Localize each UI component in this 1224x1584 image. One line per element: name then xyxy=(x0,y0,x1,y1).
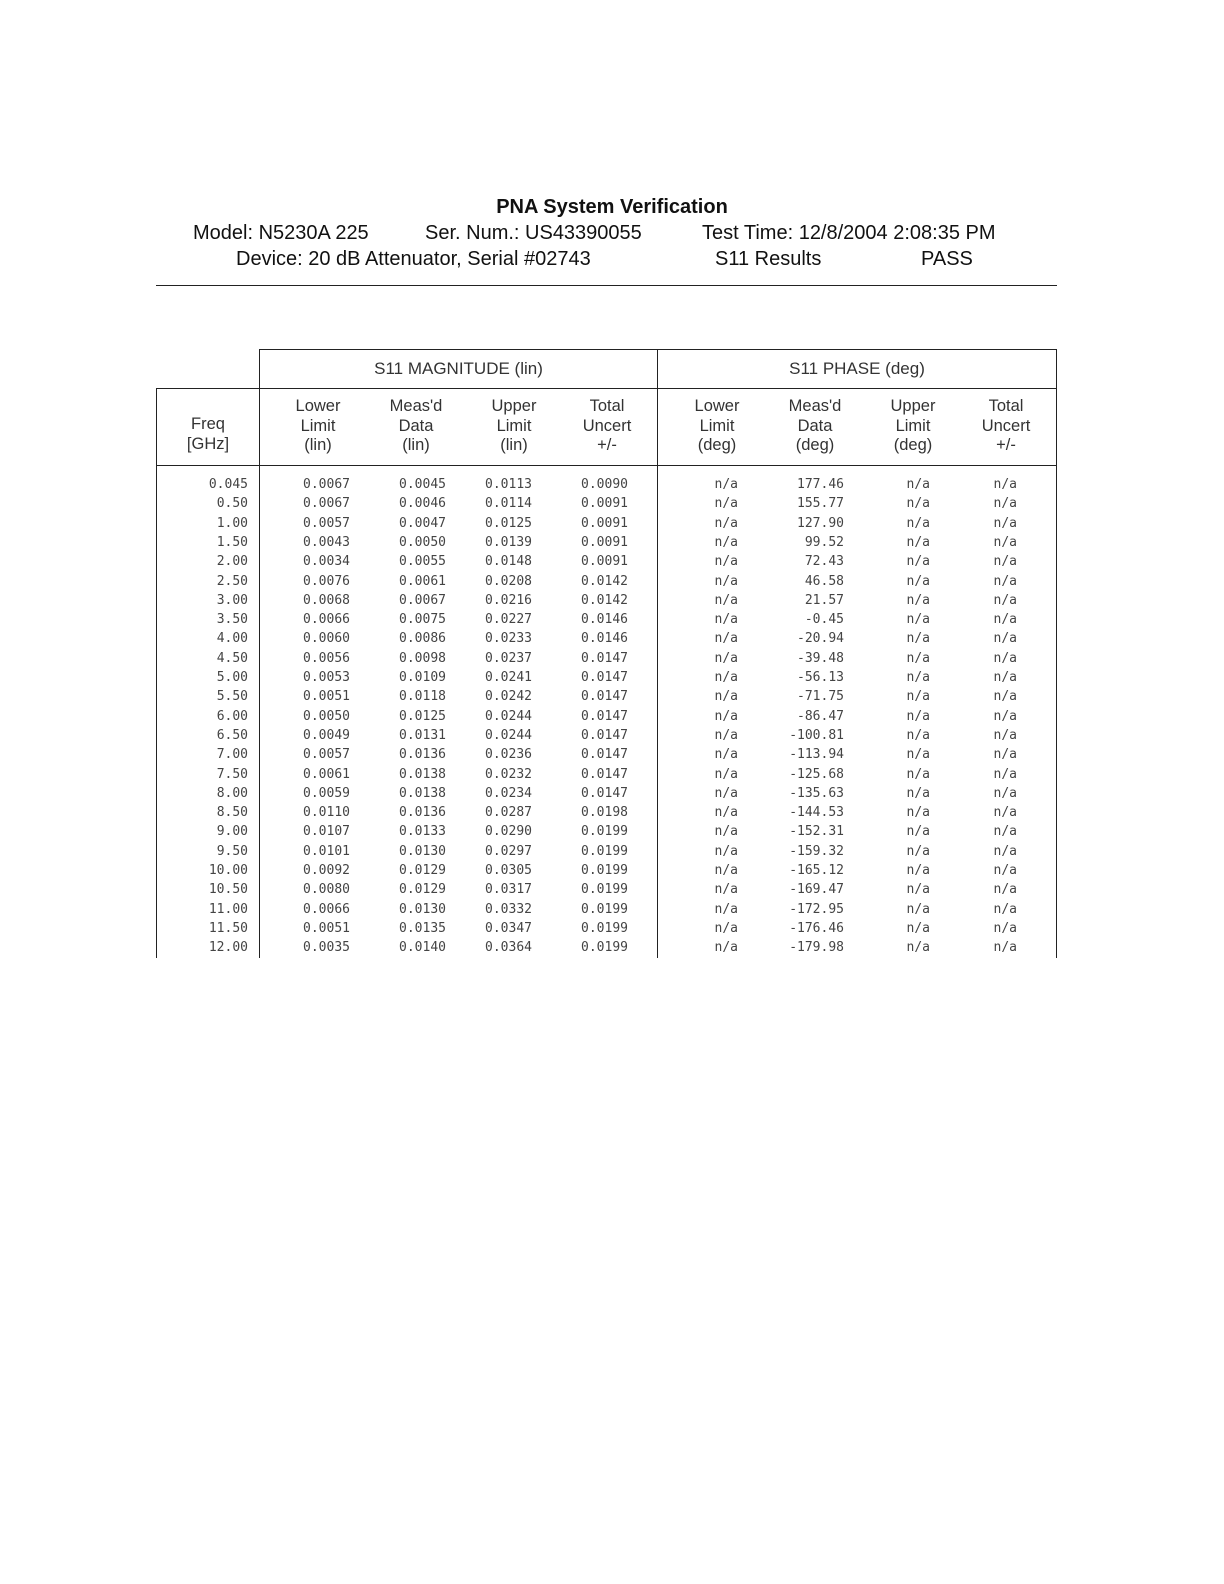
column-header-mag-uncert xyxy=(562,397,652,456)
column-header-line: Data xyxy=(398,416,434,435)
column-header-line: Total xyxy=(988,397,1024,415)
cell-mag-measured: 0.0131 xyxy=(399,727,446,743)
cell-phase-upper-limit: n/a xyxy=(906,920,930,936)
cell-mag-measured: 0.0055 xyxy=(399,554,446,570)
cell-mag-lower-limit: 0.0076 xyxy=(303,573,350,589)
cell-mag-lower-limit: 0.0068 xyxy=(303,592,350,608)
cell-phase-measured: -100.81 xyxy=(789,727,844,743)
cell-freq: 9.50 xyxy=(216,843,248,859)
column-header-mag-upper-limit xyxy=(469,397,559,456)
column-header-line: Upper xyxy=(491,397,537,415)
cell-freq: 9.00 xyxy=(216,824,248,840)
cell-mag-upper-limit: 0.0216 xyxy=(485,592,532,608)
table-row xyxy=(156,786,1057,805)
cell-phase-lower-limit: n/a xyxy=(714,554,738,570)
cell-phase-lower-limit: n/a xyxy=(714,477,738,492)
cell-mag-lower-limit: 0.0110 xyxy=(303,805,350,821)
cell-mag-upper-limit: 0.0332 xyxy=(485,901,532,917)
column-header-line: Meas'd xyxy=(389,397,443,415)
cell-phase-measured: -176.46 xyxy=(789,920,844,936)
cell-phase-measured: -144.53 xyxy=(789,805,844,821)
cell-mag-upper-limit: 0.0125 xyxy=(485,515,532,531)
table-row xyxy=(156,535,1057,554)
cell-phase-upper-limit: n/a xyxy=(906,689,930,705)
table-row xyxy=(156,670,1057,689)
cell-mag-lower-limit: 0.0059 xyxy=(303,785,350,801)
cell-mag-measured: 0.0125 xyxy=(399,708,446,724)
column-header-line: Limit xyxy=(300,416,336,435)
cell-phase-upper-limit: n/a xyxy=(906,515,930,531)
cell-phase-measured: -172.95 xyxy=(789,901,844,917)
cell-freq: 6.00 xyxy=(216,708,248,724)
report-title: PNA System Verification xyxy=(496,196,728,218)
cell-freq: 6.50 xyxy=(216,727,248,743)
cell-phase-lower-limit: n/a xyxy=(714,573,738,589)
cell-freq: 2.00 xyxy=(216,554,248,570)
cell-phase-measured: -71.75 xyxy=(797,689,844,705)
cell-mag-upper-limit: 0.0232 xyxy=(485,766,532,782)
cell-phase-upper-limit: n/a xyxy=(906,727,930,743)
table-row xyxy=(156,516,1057,535)
cell-mag-lower-limit: 0.0107 xyxy=(303,824,350,840)
cell-mag-measured: 0.0118 xyxy=(399,689,446,705)
table-row xyxy=(156,554,1057,573)
table-row xyxy=(156,477,1057,496)
table-row xyxy=(156,496,1057,515)
cell-mag-upper-limit: 0.0113 xyxy=(485,477,532,492)
table-row xyxy=(156,593,1057,612)
cell-mag-measured: 0.0050 xyxy=(399,534,446,550)
cell-phase-lower-limit: n/a xyxy=(714,708,738,724)
cell-mag-upper-limit: 0.0244 xyxy=(485,727,532,743)
column-header-mag-measured xyxy=(371,397,461,456)
cell-mag-uncert: 0.0199 xyxy=(581,843,628,859)
cell-mag-upper-limit: 0.0244 xyxy=(485,708,532,724)
cell-mag-lower-limit: 0.0067 xyxy=(303,477,350,492)
column-header-line: Uncert xyxy=(582,416,632,435)
cell-mag-lower-limit: 0.0043 xyxy=(303,534,350,550)
cell-mag-lower-limit: 0.0067 xyxy=(303,496,350,512)
cell-mag-uncert: 0.0091 xyxy=(581,515,628,531)
cell-mag-upper-limit: 0.0364 xyxy=(485,940,532,956)
cell-phase-uncert: n/a xyxy=(993,515,1017,531)
cell-phase-measured: -20.94 xyxy=(797,631,844,647)
cell-phase-uncert: n/a xyxy=(993,766,1017,782)
cell-phase-lower-limit: n/a xyxy=(714,534,738,550)
cell-mag-measured: 0.0133 xyxy=(399,824,446,840)
cell-mag-measured: 0.0045 xyxy=(399,477,446,492)
cell-mag-upper-limit: 0.0139 xyxy=(485,534,532,550)
cell-phase-lower-limit: n/a xyxy=(714,592,738,608)
cell-freq: 4.00 xyxy=(216,631,248,647)
cell-phase-measured: -113.94 xyxy=(789,747,844,763)
cell-phase-uncert: n/a xyxy=(993,612,1017,628)
cell-mag-upper-limit: 0.0148 xyxy=(485,554,532,570)
results-label: S11 Results xyxy=(715,248,822,270)
cell-mag-lower-limit: 0.0057 xyxy=(303,515,350,531)
cell-phase-upper-limit: n/a xyxy=(906,631,930,647)
cell-phase-upper-limit: n/a xyxy=(906,824,930,840)
column-header-line: (lin) xyxy=(402,436,430,454)
cell-mag-lower-limit: 0.0053 xyxy=(303,670,350,685)
column-header-line: Total xyxy=(589,397,625,415)
cell-mag-uncert: 0.0147 xyxy=(581,670,628,685)
table-row xyxy=(156,844,1057,863)
cell-mag-uncert: 0.0142 xyxy=(581,592,628,608)
cell-phase-lower-limit: n/a xyxy=(714,496,738,512)
cell-mag-uncert: 0.0199 xyxy=(581,882,628,898)
table-row xyxy=(156,728,1057,747)
cell-freq: 5.50 xyxy=(216,689,248,705)
cell-phase-upper-limit: n/a xyxy=(906,940,930,956)
cell-freq: 3.00 xyxy=(216,592,248,608)
cell-mag-upper-limit: 0.0305 xyxy=(485,863,532,878)
column-header-line: (lin) xyxy=(500,436,528,454)
cell-freq: 8.50 xyxy=(216,805,248,821)
table-row xyxy=(156,940,1057,959)
cell-mag-upper-limit: 0.0241 xyxy=(485,670,532,685)
cell-mag-uncert: 0.0199 xyxy=(581,920,628,936)
cell-freq: 8.00 xyxy=(216,785,248,801)
cell-mag-lower-limit: 0.0057 xyxy=(303,747,350,763)
cell-phase-lower-limit: n/a xyxy=(714,766,738,782)
cell-mag-upper-limit: 0.0236 xyxy=(485,747,532,763)
table-row xyxy=(156,824,1057,843)
cell-mag-measured: 0.0098 xyxy=(399,650,446,666)
table-row xyxy=(156,612,1057,631)
cell-phase-lower-limit: n/a xyxy=(714,515,738,531)
cell-phase-measured: -159.32 xyxy=(789,843,844,859)
cell-phase-upper-limit: n/a xyxy=(906,882,930,898)
column-header-line: Limit xyxy=(496,416,532,435)
header-divider xyxy=(156,285,1057,286)
cell-phase-upper-limit: n/a xyxy=(906,805,930,821)
cell-phase-uncert: n/a xyxy=(993,824,1017,840)
cell-mag-measured: 0.0138 xyxy=(399,785,446,801)
cell-phase-measured: 177.46 xyxy=(797,477,844,492)
cell-mag-uncert: 0.0090 xyxy=(581,477,628,492)
cell-phase-upper-limit: n/a xyxy=(906,785,930,801)
cell-mag-uncert: 0.0199 xyxy=(581,940,628,956)
column-header-phase-measured xyxy=(770,397,860,456)
cell-mag-lower-limit: 0.0035 xyxy=(303,940,350,956)
column-header-line: Lower xyxy=(694,397,740,415)
cell-phase-uncert: n/a xyxy=(993,805,1017,821)
cell-phase-lower-limit: n/a xyxy=(714,843,738,859)
cell-phase-upper-limit: n/a xyxy=(906,592,930,608)
cell-freq: 1.50 xyxy=(216,534,248,550)
cell-mag-upper-limit: 0.0227 xyxy=(485,612,532,628)
cell-mag-lower-limit: 0.0050 xyxy=(303,708,350,724)
cell-mag-lower-limit: 0.0034 xyxy=(303,554,350,570)
cell-mag-uncert: 0.0147 xyxy=(581,785,628,801)
cell-phase-lower-limit: n/a xyxy=(714,785,738,801)
table-row xyxy=(156,863,1057,882)
cell-freq: 11.00 xyxy=(208,901,248,917)
cell-phase-uncert: n/a xyxy=(993,920,1017,936)
cell-mag-lower-limit: 0.0051 xyxy=(303,689,350,705)
cell-mag-uncert: 0.0199 xyxy=(581,824,628,840)
serial-number-label: Ser. Num.: US43390055 xyxy=(425,222,642,244)
cell-mag-uncert: 0.0199 xyxy=(581,901,628,917)
cell-phase-lower-limit: n/a xyxy=(714,747,738,763)
cell-phase-uncert: n/a xyxy=(993,631,1017,647)
column-header-line: Freq xyxy=(191,415,225,433)
column-header-line: Meas'd xyxy=(788,397,842,415)
cell-phase-upper-limit: n/a xyxy=(906,863,930,878)
cell-phase-uncert: n/a xyxy=(993,940,1017,956)
cell-phase-measured: -125.68 xyxy=(789,766,844,782)
cell-mag-lower-limit: 0.0066 xyxy=(303,901,350,917)
cell-phase-measured: -169.47 xyxy=(789,882,844,898)
cell-freq: 12.00 xyxy=(208,940,248,956)
cell-freq: 7.50 xyxy=(216,766,248,782)
table-row xyxy=(156,689,1057,708)
cell-phase-uncert: n/a xyxy=(993,592,1017,608)
cell-mag-upper-limit: 0.0233 xyxy=(485,631,532,647)
cell-phase-uncert: n/a xyxy=(993,843,1017,859)
cell-phase-lower-limit: n/a xyxy=(714,882,738,898)
group-header-phase xyxy=(657,349,1057,389)
cell-mag-uncert: 0.0147 xyxy=(581,727,628,743)
cell-phase-uncert: n/a xyxy=(993,708,1017,724)
cell-phase-upper-limit: n/a xyxy=(906,554,930,570)
cell-mag-uncert: 0.0147 xyxy=(581,650,628,666)
cell-phase-upper-limit: n/a xyxy=(906,843,930,859)
cell-freq: 5.00 xyxy=(216,670,248,685)
cell-mag-measured: 0.0047 xyxy=(399,515,446,531)
cell-mag-uncert: 0.0199 xyxy=(581,863,628,878)
cell-phase-measured: 99.52 xyxy=(804,534,844,550)
cell-freq: 3.50 xyxy=(216,612,248,628)
cell-phase-measured: 46.58 xyxy=(804,573,844,589)
column-header-line: (deg) xyxy=(697,436,737,454)
cell-phase-uncert: n/a xyxy=(993,554,1017,570)
cell-phase-measured: 155.77 xyxy=(797,496,844,512)
cell-mag-measured: 0.0129 xyxy=(399,882,446,898)
cell-phase-upper-limit: n/a xyxy=(906,612,930,628)
cell-phase-uncert: n/a xyxy=(993,727,1017,743)
cell-phase-upper-limit: n/a xyxy=(906,670,930,685)
cell-mag-upper-limit: 0.0234 xyxy=(485,785,532,801)
cell-phase-lower-limit: n/a xyxy=(714,940,738,956)
cell-phase-measured: -39.48 xyxy=(797,650,844,666)
cell-phase-lower-limit: n/a xyxy=(714,824,738,840)
cell-phase-uncert: n/a xyxy=(993,882,1017,898)
cell-phase-measured: -152.31 xyxy=(789,824,844,840)
cell-mag-upper-limit: 0.0297 xyxy=(485,843,532,859)
column-header-line: Data xyxy=(797,416,833,435)
cell-phase-measured: -165.12 xyxy=(789,863,844,878)
cell-phase-measured: 72.43 xyxy=(804,554,844,570)
cell-phase-upper-limit: n/a xyxy=(906,766,930,782)
cell-mag-measured: 0.0067 xyxy=(399,592,446,608)
table-row xyxy=(156,882,1057,901)
cell-phase-uncert: n/a xyxy=(993,477,1017,492)
cell-phase-uncert: n/a xyxy=(993,650,1017,666)
cell-phase-upper-limit: n/a xyxy=(906,573,930,589)
cell-mag-lower-limit: 0.0061 xyxy=(303,766,350,782)
cell-phase-lower-limit: n/a xyxy=(714,901,738,917)
cell-phase-uncert: n/a xyxy=(993,785,1017,801)
table-row xyxy=(156,921,1057,940)
column-header-phase-lower-limit xyxy=(672,397,762,456)
cell-phase-measured: 21.57 xyxy=(804,592,844,608)
cell-mag-measured: 0.0135 xyxy=(399,920,446,936)
cell-mag-uncert: 0.0147 xyxy=(581,766,628,782)
status-badge: PASS xyxy=(921,248,973,270)
column-header-line: Limit xyxy=(895,416,931,435)
cell-mag-uncert: 0.0091 xyxy=(581,554,628,570)
cell-mag-lower-limit: 0.0056 xyxy=(303,650,350,666)
cell-phase-uncert: n/a xyxy=(993,901,1017,917)
cell-freq: 11.50 xyxy=(208,920,248,936)
cell-mag-upper-limit: 0.0237 xyxy=(485,650,532,666)
cell-mag-uncert: 0.0147 xyxy=(581,708,628,724)
column-header-phase-uncert xyxy=(961,397,1051,456)
cell-mag-upper-limit: 0.0347 xyxy=(485,920,532,936)
table-row xyxy=(156,709,1057,728)
cell-phase-lower-limit: n/a xyxy=(714,863,738,878)
cell-freq: 7.00 xyxy=(216,747,248,763)
cell-phase-upper-limit: n/a xyxy=(906,534,930,550)
cell-phase-upper-limit: n/a xyxy=(906,708,930,724)
cell-mag-measured: 0.0138 xyxy=(399,766,446,782)
column-header-line: [GHz] xyxy=(186,434,230,453)
cell-mag-measured: 0.0061 xyxy=(399,573,446,589)
cell-mag-uncert: 0.0147 xyxy=(581,689,628,705)
cell-phase-upper-limit: n/a xyxy=(906,477,930,492)
cell-mag-lower-limit: 0.0066 xyxy=(303,612,350,628)
cell-phase-lower-limit: n/a xyxy=(714,727,738,743)
cell-phase-lower-limit: n/a xyxy=(714,689,738,705)
cell-mag-measured: 0.0130 xyxy=(399,843,446,859)
table-row xyxy=(156,902,1057,921)
cell-mag-upper-limit: 0.0290 xyxy=(485,824,532,840)
cell-phase-upper-limit: n/a xyxy=(906,496,930,512)
test-time-label: Test Time: 12/8/2004 2:08:35 PM xyxy=(702,222,996,244)
cell-phase-measured: -135.63 xyxy=(789,785,844,801)
table-row xyxy=(156,631,1057,650)
cell-mag-upper-limit: 0.0208 xyxy=(485,573,532,589)
column-header-line: (deg) xyxy=(795,436,835,454)
cell-phase-measured: -0.45 xyxy=(804,612,844,628)
cell-phase-measured: -179.98 xyxy=(789,940,844,956)
cell-phase-uncert: n/a xyxy=(993,573,1017,589)
cell-phase-uncert: n/a xyxy=(993,689,1017,705)
group-magnitude-label: S11 MAGNITUDE (lin) xyxy=(374,359,543,378)
cell-mag-measured: 0.0140 xyxy=(399,940,446,956)
cell-phase-uncert: n/a xyxy=(993,863,1017,878)
column-header-phase-upper-limit xyxy=(868,397,958,456)
table-row xyxy=(156,574,1057,593)
cell-phase-uncert: n/a xyxy=(993,496,1017,512)
cell-mag-lower-limit: 0.0049 xyxy=(303,727,350,743)
cell-freq: 1.00 xyxy=(216,515,248,531)
cell-phase-lower-limit: n/a xyxy=(714,650,738,666)
cell-mag-uncert: 0.0091 xyxy=(581,496,628,512)
cell-phase-lower-limit: n/a xyxy=(714,612,738,628)
cell-phase-measured: 127.90 xyxy=(797,515,844,531)
cell-phase-lower-limit: n/a xyxy=(714,670,738,685)
cell-freq: 10.00 xyxy=(208,863,248,878)
cell-mag-measured: 0.0129 xyxy=(399,863,446,878)
cell-phase-upper-limit: n/a xyxy=(906,747,930,763)
cell-mag-measured: 0.0046 xyxy=(399,496,446,512)
cell-phase-uncert: n/a xyxy=(993,670,1017,685)
cell-mag-uncert: 0.0091 xyxy=(581,534,628,550)
cell-phase-uncert: n/a xyxy=(993,747,1017,763)
cell-phase-lower-limit: n/a xyxy=(714,631,738,647)
device-label: Device: 20 dB Attenuator, Serial #02743 xyxy=(236,248,591,270)
column-header-line: Limit xyxy=(699,416,735,435)
cell-freq: 0.045 xyxy=(208,477,248,492)
column-header-mag-lower-limit xyxy=(273,397,363,456)
column-header-line: Uncert xyxy=(981,416,1031,435)
table-row xyxy=(156,805,1057,824)
cell-mag-lower-limit: 0.0051 xyxy=(303,920,350,936)
column-header-freq xyxy=(163,415,253,454)
column-header-line: +/- xyxy=(996,436,1016,454)
model-label: Model: N5230A 225 xyxy=(193,222,369,244)
cell-mag-measured: 0.0136 xyxy=(399,747,446,763)
cell-phase-lower-limit: n/a xyxy=(714,805,738,821)
cell-mag-uncert: 0.0146 xyxy=(581,631,628,647)
cell-mag-upper-limit: 0.0287 xyxy=(485,805,532,821)
cell-mag-measured: 0.0109 xyxy=(399,670,446,685)
cell-freq: 0.50 xyxy=(216,496,248,512)
group-phase-label: S11 PHASE (deg) xyxy=(789,359,925,378)
cell-mag-uncert: 0.0142 xyxy=(581,573,628,589)
cell-freq: 10.50 xyxy=(208,882,248,898)
cell-phase-measured: -56.13 xyxy=(797,670,844,685)
column-header-line: Upper xyxy=(890,397,936,415)
cell-phase-upper-limit: n/a xyxy=(906,901,930,917)
cell-mag-upper-limit: 0.0317 xyxy=(485,882,532,898)
table-row xyxy=(156,747,1057,766)
cell-mag-upper-limit: 0.0242 xyxy=(485,689,532,705)
cell-mag-uncert: 0.0198 xyxy=(581,805,628,821)
cell-mag-lower-limit: 0.0080 xyxy=(303,882,350,898)
cell-freq: 4.50 xyxy=(216,650,248,666)
cell-phase-upper-limit: n/a xyxy=(906,650,930,666)
column-header-line: (lin) xyxy=(304,436,332,454)
table-row xyxy=(156,767,1057,786)
cell-mag-lower-limit: 0.0101 xyxy=(303,843,350,859)
cell-mag-measured: 0.0075 xyxy=(399,612,446,628)
group-header-magnitude xyxy=(259,349,658,389)
column-header-line: +/- xyxy=(597,436,617,454)
cell-mag-lower-limit: 0.0060 xyxy=(303,631,350,647)
column-header-line: Lower xyxy=(295,397,341,415)
cell-mag-measured: 0.0086 xyxy=(399,631,446,647)
table-row xyxy=(156,651,1057,670)
column-header-line: (deg) xyxy=(893,436,933,454)
cell-mag-uncert: 0.0147 xyxy=(581,747,628,763)
cell-mag-upper-limit: 0.0114 xyxy=(485,496,532,512)
cell-mag-uncert: 0.0146 xyxy=(581,612,628,628)
cell-phase-lower-limit: n/a xyxy=(714,920,738,936)
cell-mag-measured: 0.0136 xyxy=(399,805,446,821)
cell-mag-measured: 0.0130 xyxy=(399,901,446,917)
cell-freq: 2.50 xyxy=(216,573,248,589)
cell-mag-lower-limit: 0.0092 xyxy=(303,863,350,878)
cell-phase-uncert: n/a xyxy=(993,534,1017,550)
cell-phase-measured: -86.47 xyxy=(797,708,844,724)
